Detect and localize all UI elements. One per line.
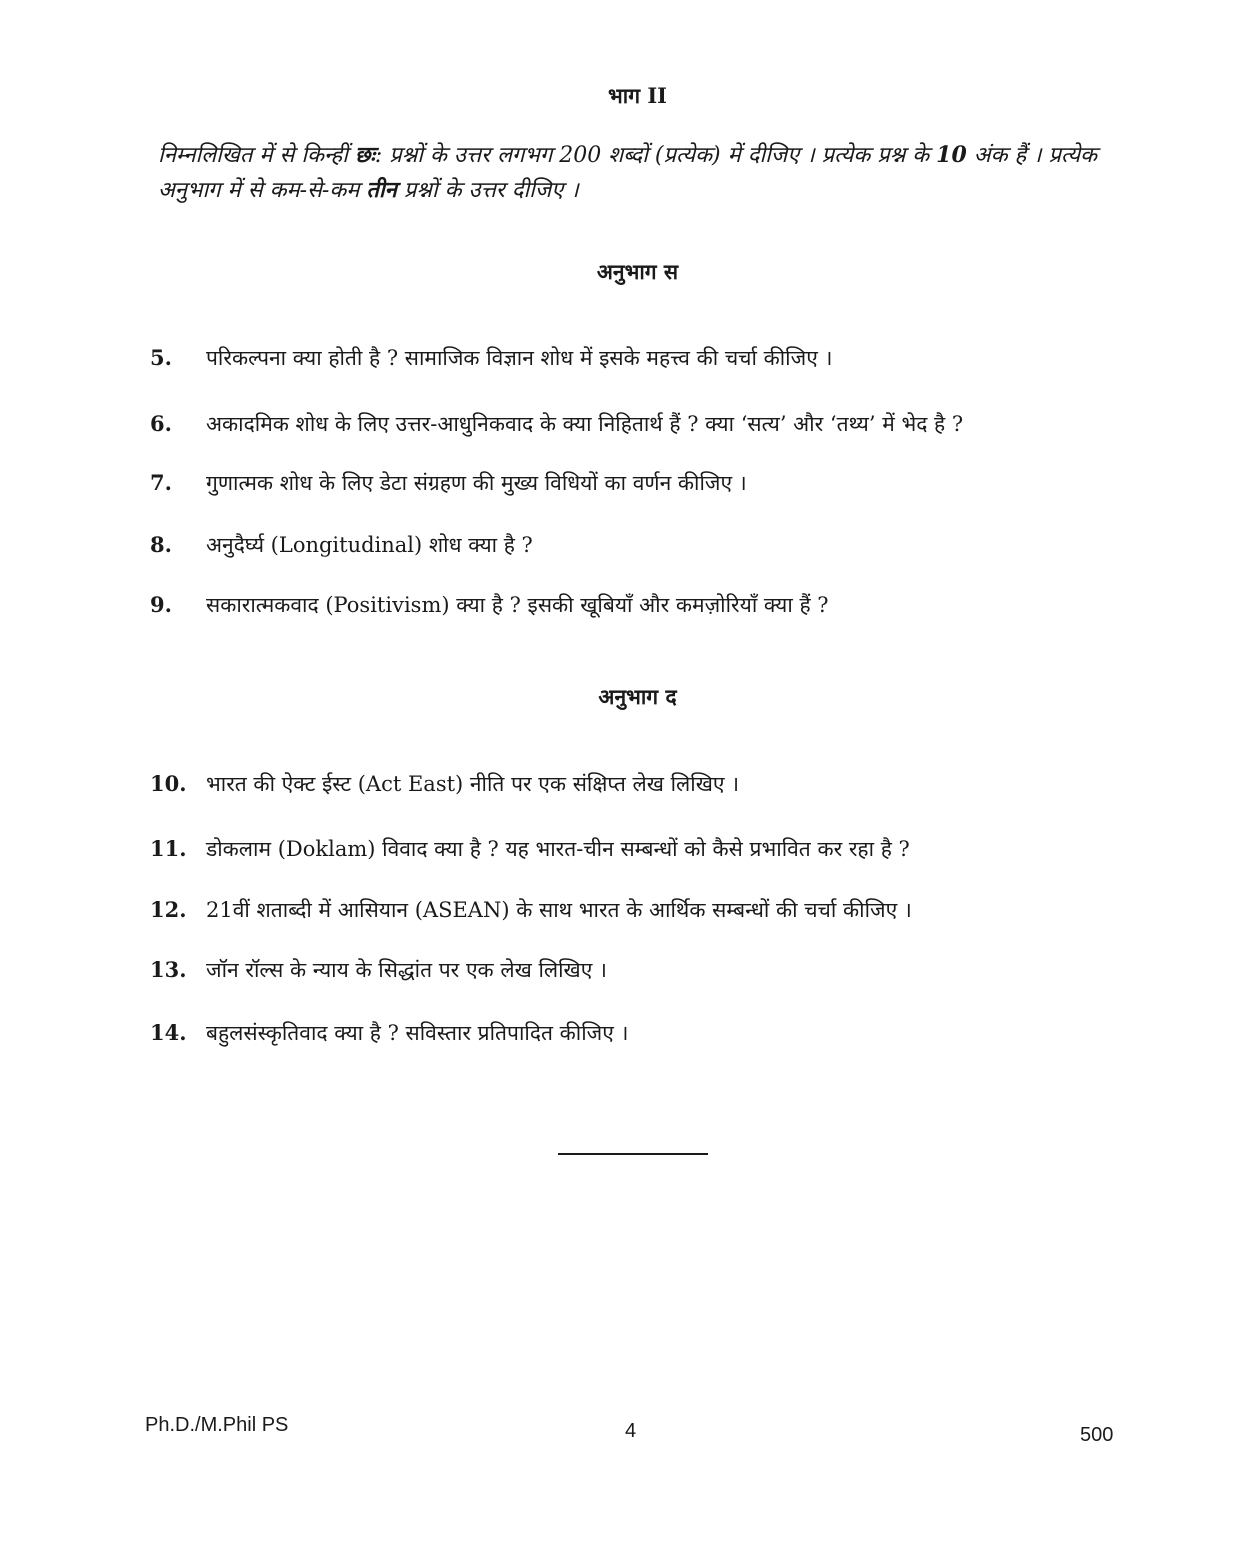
question-8 bbox=[150, 531, 1130, 559]
question-text: अकादमिक शोध के लिए उत्तर-आधुनिकवाद के क्या निहितार्थ हैं ? क्या ‘सत्य’ और ‘तथ्य’ में भेद है ? bbox=[206, 412, 964, 436]
part-title: भाग II bbox=[608, 83, 667, 108]
question-number: 7. bbox=[150, 470, 172, 495]
question-number: 8. bbox=[150, 532, 172, 557]
question-number: 9. bbox=[150, 592, 172, 617]
footer-page-number: 4 bbox=[625, 1420, 637, 1442]
instructions-marks: 10 bbox=[936, 142, 967, 168]
question-10 bbox=[150, 770, 1130, 798]
question-6 bbox=[150, 410, 1130, 438]
end-divider bbox=[558, 1153, 708, 1155]
question-text: 21वीं शताब्दी में आसियान (ASEAN) के साथ भारत के आर्थिक सम्बन्धों की चर्चा कीजिए । bbox=[206, 898, 912, 922]
section-d-title: अनुभाग द bbox=[598, 684, 677, 709]
question-text: बहुलसंस्कृतिवाद क्या है ? सविस्तार प्रतिपादित कीजिए । bbox=[206, 1021, 629, 1045]
section-c-title: अनुभाग स bbox=[596, 259, 679, 284]
instructions-text: निम्नलिखित में से किन्हीं bbox=[158, 143, 355, 168]
question-number: 14. bbox=[150, 1020, 187, 1045]
question-text: सकारात्मकवाद (Positivism) क्या है ? इसकी खूबियाँ और कमज़ोरियाँ क्या हैं ? bbox=[206, 593, 829, 617]
question-number: 10. bbox=[150, 771, 187, 796]
question-number: 5. bbox=[150, 345, 172, 370]
question-9 bbox=[150, 591, 1130, 619]
instructions-text: अंक हैं । प्रत्येक अनुभाग में से कम-से-कम bbox=[158, 143, 1098, 203]
question-text: डोकलाम (Doklam) विवाद क्या है ? यह भारत-चीन सम्बन्धों को कैसे प्रभावित कर रहा है ? bbox=[206, 837, 910, 861]
instructions-text: : प्रश्नों के उत्तर लगभग 200 शब्दों (प्रत्येक) में दीजिए । प्रत्येक प्रश्न के bbox=[374, 143, 937, 168]
question-number: 12. bbox=[150, 897, 187, 922]
question-11 bbox=[150, 835, 1130, 863]
footer-course-code: Ph.D./M.Phil PS bbox=[145, 1414, 289, 1436]
question-number: 6. bbox=[150, 411, 172, 436]
question-5 bbox=[150, 344, 1130, 372]
instructions-text: प्रश्नों के उत्तर दीजिए । bbox=[396, 178, 579, 203]
question-text: गुणात्मक शोध के लिए डेटा संग्रहण की मुख्य विधियों का वर्णन कीजिए । bbox=[206, 471, 747, 495]
instructions-count: छः bbox=[354, 142, 375, 168]
question-text: अनुदैर्घ्य (Longitudinal) शोध क्या है ? bbox=[206, 533, 533, 557]
instructions bbox=[158, 138, 1138, 208]
question-text: परिकल्पना क्या होती है ? सामाजिक विज्ञान शोध में इसके महत्त्व की चर्चा कीजिए । bbox=[206, 346, 833, 370]
question-number: 11. bbox=[150, 836, 187, 861]
question-text: भारत की ऐक्ट ईस्ट (Act East) नीति पर एक संक्षिप्त लेख लिखिए । bbox=[206, 772, 740, 796]
question-14 bbox=[150, 1019, 1130, 1047]
question-12 bbox=[150, 896, 1130, 924]
question-text: जॉन रॉल्स के न्याय के सिद्धांत पर एक लेख लिखिए । bbox=[206, 958, 607, 982]
question-7 bbox=[150, 469, 1130, 497]
footer-paper-code: 500 bbox=[1080, 1424, 1114, 1446]
instructions-minimum: तीन bbox=[366, 177, 397, 203]
question-number: 13. bbox=[150, 957, 187, 982]
question-13 bbox=[150, 956, 1130, 984]
